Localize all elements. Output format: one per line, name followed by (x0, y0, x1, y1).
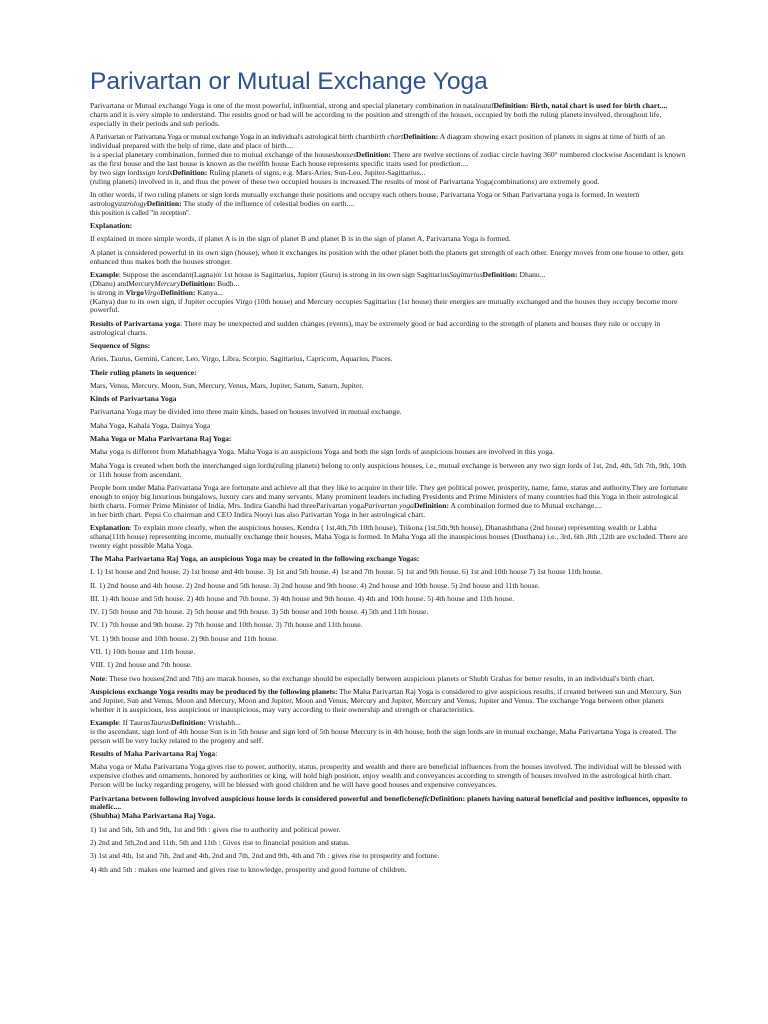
maha-yoga-paragraph-2: Maha Yoga is created when both the interchanged sign lords(ruling planets) belong to only auspicious houses, i.e., mutual exchange is between any two sign lords of 1st, 2nd, 4th, 5th 7th, 9th, 10th or 11th house from ascendant. (90, 460, 687, 479)
ruling-planets-heading: Their ruling planets in sequence: (90, 367, 197, 377)
results-2-heading: Results of Maha Parivartana Raj Yoga: (90, 749, 218, 759)
definition-paragraph: A Parivartan or Parivartana Yoga or mutual exchange Yoga in an individual's astrological birth chartbirth chartDefinition: A diagram showing exact position of planets in signs at time of birth of an individual prepared with the help of time, date and place of birth.... is a special planetary combination, formed due to mutual exchange of the houseshousesDefinition: There are twelve sections of zodiac circle having 360° numbered clockwise Ascendant is known as the first house and the last house is known as the twelfth house Each house represents specific traits used for prediction.... by two sign lordssign lordsDefinition: Ruling planets of signs, e.g. Mars-Aries, Sun-Leo, Jupiter-Sagittarius... (ruling planets) involved in it, and thus the power of these two occupied houses is increased.The results of most of Parivartana Yoga(combinations) are extremely good. (90, 132, 686, 186)
combinations-heading: The Maha Parivartana Raj Yoga, an auspicious Yoga may be created in the following exchange Yogas: (90, 553, 420, 563)
combination-item: VIII. 1) 2nd house and 7th house. (90, 660, 193, 670)
kinds-paragraph-1: Parivartana Yoga may be divided into three main kinds, based on houses involved in mutual exchange. (90, 407, 402, 417)
list-item: 3) 1st and 4th, 1st and 7th, 2nd and 4th, 2nd and 7th, 2nd and 9th, 4th and 7th : gives rise to prosperity and fortune. (90, 851, 440, 861)
page-title: Parivartan or Mutual Exchange Yoga (90, 68, 488, 95)
benefic-paragraph: Parivartana between following involved auspicious house lords is considered powerful and beneficbeneficDefinition: planets having natural beneficial and positive influences, opposite to malefic.... (Shubha) Maha Parivartana Raj Yoga. (90, 793, 688, 821)
maha-yoga-heading: Maha Yoga or Maha Parivartana Raj Yoga: (90, 434, 232, 444)
results-paragraph: Results of Parivartana yoga: There may be unexpected and sudden changes (events), may be extremely good or bad according to the strength of planets and houses they rule or occupy in astrological charts. (90, 318, 661, 337)
combination-item: IV. 1) 7th house and 9th house. 2) 7th house and 10th house. 3) 7th house and 11th house. (90, 620, 363, 630)
article-body (90, 102, 690, 879)
maha-yoga-paragraph-1: Maha yoga is different from Mahabhagya Yoga. Maha Yoga is an auspicious Yoga and both the sign lords of auspicious houses are involved in this yoga. (90, 447, 555, 457)
example-2-paragraph: Example: If TaurusTaurusDefinition: Vrishabh... is the ascendant, sign lord of 4th house Sun is in 5th house and sign lord of 5th house Mercury is in 4th house, both the sign lords are in mutual exchange, Maha Parivartana Yoga is created. The person will be very lucky related to the progeny and self. (90, 718, 677, 745)
kinds-paragraph-2: Maha Yoga, Kahala Yoga, Dainya Yoga (90, 420, 211, 430)
combination-item: VII. 1) 10th house and 11th house. (90, 647, 196, 657)
combination-item: VI. 1) 9th house and 10th house. 2) 9th house and 11th house. (90, 633, 279, 643)
in-other-words-paragraph: In other words, if two ruling planets or sign lords mutually exchange their positions and occupy each others house, Parivartana Yoga or Sthan Parivartana yoga is formed. In western astrologyastrologyDefinition: The study of the influence of celestial bodies on earth.... this position is called "in reception". (90, 189, 640, 217)
combination-item: IV. 1) 5th house and 7th house. 2) 5th house and 9th house. 3) 5th house and 10th house. 4) 5th and 11th house. (90, 607, 429, 617)
maha-yoga-paragraph-3: People born under Maha Parivartana Yoga are fortunate and achieve all that they like to acquire in their life. They get political power, prosperity, name, fame, status and authority.They are fortunate enough to enjoy big luxurious bungalows, luxury cars and many servants. Many prominent leaders including Presidents and Prime Ministers of many countries had this Yoga in their astrological birth charts. Former Prime Minister of India, Mrs. Indira Gandhi had threeParivartan yogaParivartan yogaDefinition: A combination formed due to Mutual exchange.... in her birth chart. Pepsi Co chairman and CEO Indira Nooyi has also Parivartan Yoga in her astrological chart. (90, 482, 688, 519)
intro-paragraph: Parivartana or Mutual exchange Yoga is one of the most powerful, influential, strong and special planetary combination in natalnatalDefinition: Birth, natal chart is used for birth chart.... charts and it is very simple to understand. The results good or bad will be according to the position and strength of the houses, occupied by both the ruling planets involved, throughout life, especially in their periods and sub periods. (90, 101, 668, 128)
list-item: 1) 1st and 5th, 5th and 9th, 1st and 9th : gives rise to authority and political power. (90, 824, 341, 834)
explanation-2-paragraph: Explanation: To explain more clearly, when the auspicious houses, Kendra ( 1st,4th,7th 10th house), Trikona (1st,5th,9th house), Dhanashthana (2nd house) representing wealth or Labha sthana(11th house) representing income, mutually exchange their houses, Maha Yoga is formed. In Maha Yoga all the inauspicious houses (Dusthana) i.e., 3rd, 6th ,8th ,12th are excluded. There are twenty eight possible Maha Yoga. (90, 522, 688, 550)
combination-item: III. 1) 4th house and 5th house. 2) 4th house and 7th house. 3) 4th house and 9th house. 4) 4th and 10th house. 5) 4th house and 11th house. (90, 593, 515, 603)
combination-item: II. 1) 2nd house and 4th house. 2) 2nd house and 5th house. 3) 2nd house and 9th house. 4) 2nd house and 10th house. 5) 2nd house and 11th house. (90, 580, 540, 590)
results-2-paragraph: Maha yoga or Maha Parivartana Yoga gives rise to power, authority, status, prosperity and wealth and there are beneficial influences from the houses involved. The individual will be blessed with expensive clothes and ornaments, honored by authorities or king, will hold high position, enjoy wealth and conveyances according to strength of houses involved in the astrological birth chart. Person will be lucky regarding progeny, will be blessed with good children and he will have good houses and expensive conveyances. (90, 762, 682, 790)
ruling-planets-list: Mars, Venus, Mercury, Moon, Sun, Mercury, Venus, Mars, Jupiter, Saturn, Saturn, Jupiter. (90, 380, 364, 390)
explanation-heading: Explanation: (90, 221, 133, 231)
auspicious-paragraph: Auspicious exchange Yoga results may be produced by the following planets: The Maha Parivartan Raj Yoga is considered to give auspicious results, if created between sun and Mercury, Sun and Jupiter, Sun and Venus, Moon and Mercury, Moon and Jupiter, Moon and Venus, Mercury and Jupiter, Mercury and Venus, Jupiter and Venus. The exchange Yoga between other planets whether it is auspicious, less auspicious or inauspicious, may vary according to their ownership and strength or characteristics. (90, 686, 682, 714)
example-paragraph: Example: Suppose the ascendant(Lagna)or 1st house is Sagittarius, Jupiter (Guru) is strong in its own sign SagittariusSagittariusDefinition: Dhanu... (Dhanu) andMercuryMercuryDefinition: Budh... is strong in VirgoVirgoDefinition: Kanya... (Kanya) due to its own sign, if Jupiter occupies Virgo (10th house) and Mercury occupies Sagittarius (1st house) their energies are mutually exchanged and the houses they occupy become more powerful. (90, 269, 678, 315)
list-item: 2) 2nd and 5th,2nd and 11th, 5th and 11th : Gives rise to financial position and status. (90, 837, 350, 847)
explanation-paragraph-1: If explained in more simple words, if planet A is in the sign of planet B and planet B is in the sign of planet A, Parivartana Yoga is formed. (90, 234, 511, 244)
signs-heading: Sequence of Signs: (90, 340, 151, 350)
signs-list: Aries, Taurus, Gemini, Cancer, Leo, Virgo, Libra, Scorpio, Sagittarius, Capricorn, Aquarius, Pisces. (90, 354, 393, 364)
combination-item: I. 1) 1st house and 2nd house. 2) 1st house and 4th house. 3) 1st and 5th house. 4) 1st and 7th house. 5) 1st and 9th house. 6) 1st and 10th house 7) 1st house 11th house. (90, 567, 603, 577)
explanation-paragraph-2: A planet is considered powerful in its own sign (house), when it exchanges its position with the other planet both the planets get strength of each other. Energy moves from one house to other, gets enhanced thus makes both the houses stronger. (90, 247, 684, 266)
list-item: 4) 4th and 5th : makes one learned and gives rise to knowledge, prosperity and good fortune of children. (90, 864, 407, 874)
kinds-heading: Kinds of Parivartana Yoga (90, 394, 177, 404)
note-paragraph: Note: These two houses(2nd and 7th) are marak houses, so the exchange should be especially between auspicious planets or Shubh Grahas for better results, in an individual's birth chart. (90, 673, 655, 683)
